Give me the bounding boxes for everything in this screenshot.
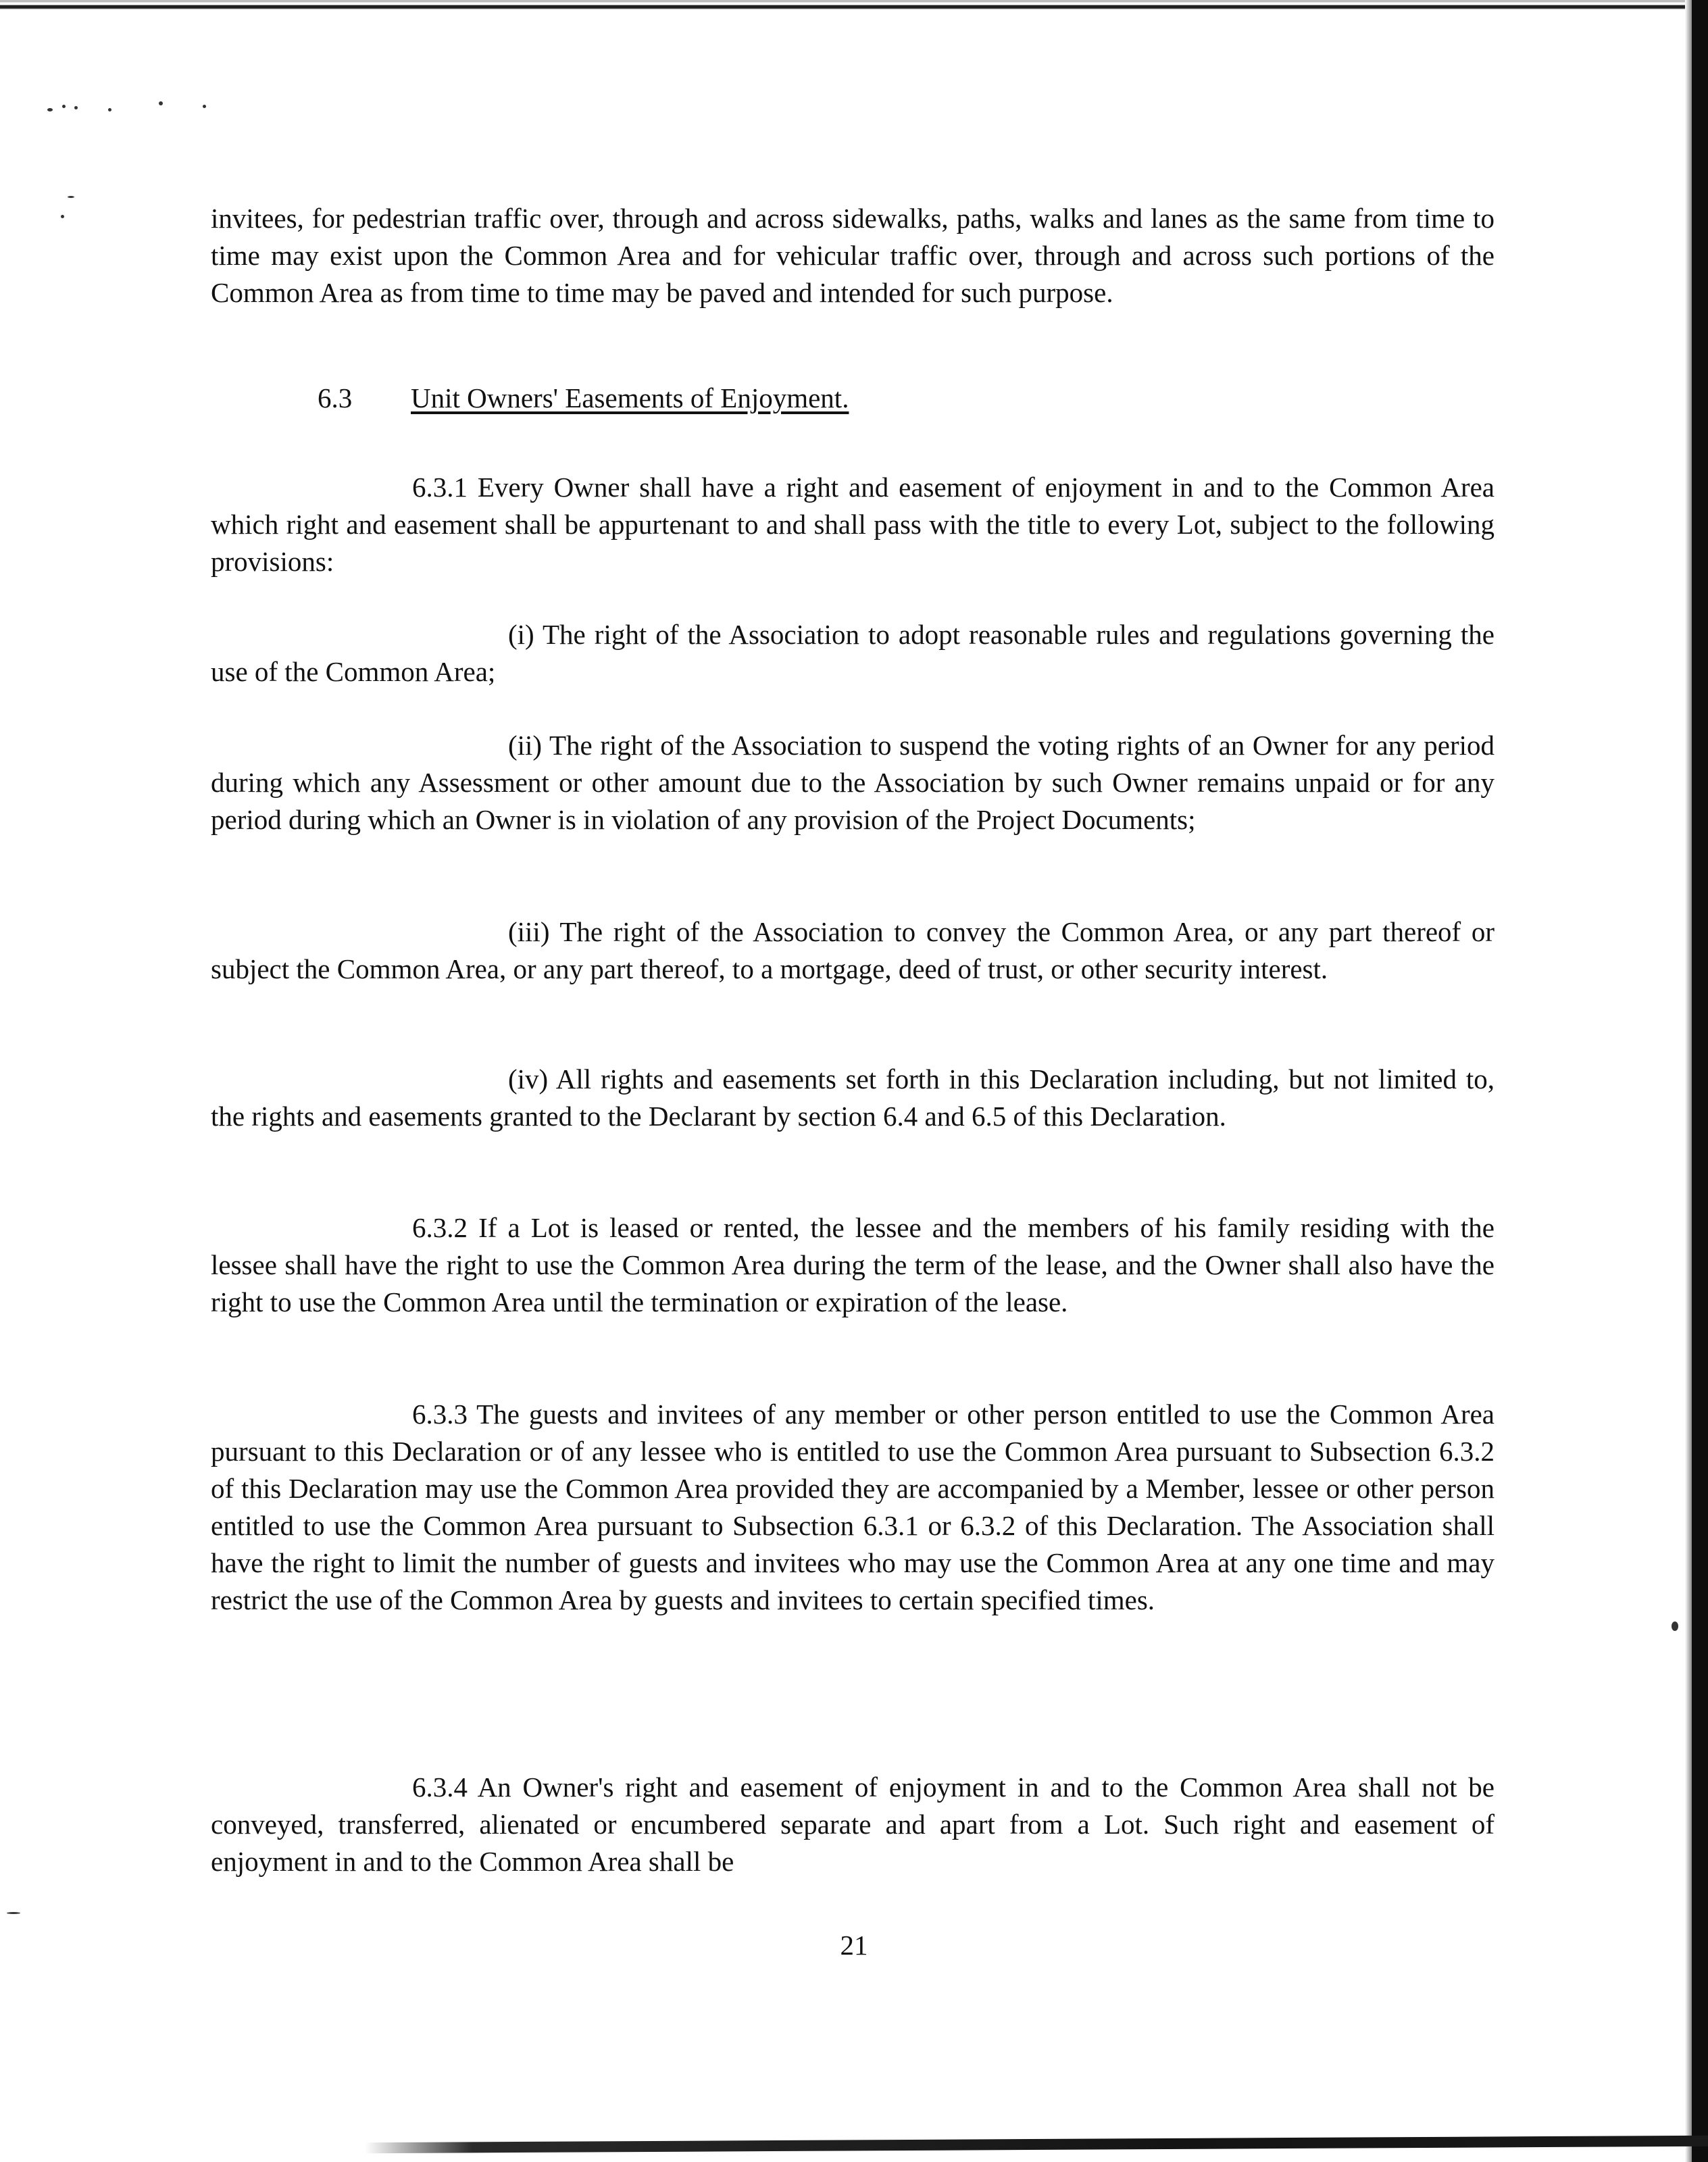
scan-speck: [108, 108, 111, 111]
scan-speck: [68, 196, 74, 198]
scan-speck: [159, 101, 163, 105]
intro-paragraph: invitees, for pedestrian traffic over, through and across sidewalks, paths, walks and lanes as the same from time to time may exist upon the Common Area and for vehicular traffic over, through and across such portions of the Common Area as from time to time may be paved and intended for such purpose.: [211, 203, 1494, 308]
scan-speck: [62, 105, 66, 108]
section-heading: [318, 380, 849, 417]
scan-speck: [203, 105, 206, 108]
scan-speck: [74, 106, 78, 109]
provision-iv: (iv) All rights and easements set forth in this Declaration including, but not limited to, the rights and easements granted to the Declarant by section 6.4 and 6.5 of this Declaration.: [211, 1063, 1494, 1132]
section-number: 6.3: [318, 382, 353, 413]
section-title: Unit Owners' Easements of Enjoyment.: [411, 382, 849, 413]
scan-right-border: [1692, 0, 1708, 2162]
scan-right-shadow: [1685, 0, 1692, 2162]
paragraph-6-3-4: 6.3.4 An Owner's right and easement of enjoyment in and to the Common Area shall not be conveyed, transferred, alienated or encumbered separate and apart from a Lot. Such right and easement of enjoyment in and to the Common Area shall be: [211, 1771, 1494, 1877]
paragraph-6-3-1: 6.3.1 Every Owner shall have a right and easement of enjoyment in and to the Common Area which right and easement shall be appurtenant to and shall pass with the title to every Lot, subject to the following provisions:: [211, 472, 1494, 577]
provision-i: (i) The right of the Association to adopt reasonable rules and regulations governing the use of the Common Area;: [211, 619, 1494, 687]
scan-bottom-border: [365, 2136, 1708, 2153]
provision-iii: (iii) The right of the Association to convey the Common Area, or any part thereof or subject the Common Area, or any part thereof, to a mortgage, deed of trust, or other security interest.: [211, 916, 1494, 984]
scan-speck: [61, 215, 64, 218]
scan-top-border: [0, 0, 1708, 9]
scan-speck: [1672, 1622, 1678, 1631]
paragraph-6-3-3: 6.3.3 The guests and invitees of any member or other person entitled to use the Common Area pursuant to this Declaration or of any lessee who is entitled to use the Common Area pursuant to Subsection 6.3.2 of this Declaration may use the Common Area provided they are accompanied by a Member, lessee or other person entitled to use the Common Area pursuant to Subsection 6.3.1 or 6.3.2 of this Declaration. The Association shall have the right to limit the number of guests and invitees who may use the Common Area at any one time and may restrict the use of the Common Area by guests and invitees to certain specified times.: [211, 1399, 1494, 1615]
provision-ii: (ii) The right of the Association to suspend the voting rights of an Owner for any period during which any Assessment or other amount due to the Association by such Owner remains unpaid or for any period during which an Owner is in violation of any provision of the Project Documents;: [211, 730, 1494, 835]
scan-speck: [7, 1912, 20, 1914]
paragraph-6-3-2: 6.3.2 If a Lot is leased or rented, the lessee and the members of his family residing with the lessee shall have the right to use the Common Area during the term of the lease, and the Owner shall also have the right to use the Common Area until the termination or expiration of the lease.: [211, 1212, 1494, 1317]
scan-speck: [47, 108, 53, 111]
page-number: 21: [840, 1930, 868, 1961]
